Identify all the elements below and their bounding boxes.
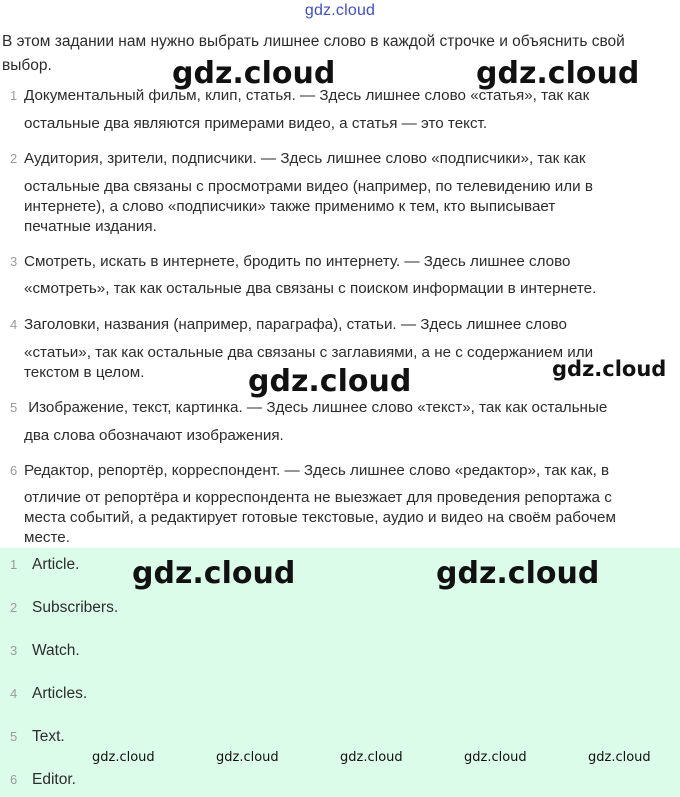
item-line: интернете), а слово «подписчики» также применимо к тем, кто выписывает [24, 198, 556, 215]
intro-text: В этом задании нам нужно выбрать лишнее слово в каждой строчке и объяснить свой выбор. [2, 33, 625, 74]
answer-text: Article. [32, 556, 80, 573]
item-number: 1 [10, 88, 18, 103]
answer-text: Editor. [32, 771, 76, 788]
watermark: gdz.cloud [552, 357, 667, 381]
answer-number: 2 [10, 600, 18, 615]
answer-number: 4 [10, 686, 18, 701]
item-number: 6 [10, 463, 18, 478]
item-line: места событий, а редактирует готовые текстовые, аудио и видео на своём рабочем [24, 509, 616, 526]
answer-item [0, 682, 680, 706]
answer-number: 6 [10, 772, 18, 787]
answer-text: Text. [32, 728, 65, 745]
item-line: печатные издания. [24, 218, 157, 235]
watermark: gdz.cloud [172, 56, 336, 91]
watermark: gdz.cloud [92, 750, 155, 765]
answer-text: Articles. [32, 685, 88, 702]
item-line: остальные два связаны с просмотрами видео (например, по телевидению или в [24, 178, 593, 195]
watermark: gdz.cloud [340, 750, 403, 765]
item-line: «смотреть», так как остальные два связаны с поиском информации в интернете. [24, 280, 597, 297]
watermark: gdz.cloud [216, 750, 279, 765]
item-number: 4 [10, 317, 18, 332]
watermark: gdz.cloud [588, 750, 651, 765]
item-line: Изображение, текст, картинка. — Здесь лишнее слово «текст», так как остальные [24, 399, 608, 416]
item-line: Аудитория, зрители, подписчики. — Здесь лишнее слово «подписчики», так как [24, 150, 586, 167]
top-watermark: gdz.cloud [304, 2, 376, 19]
item-line: «статьи», так как остальные два связаны с заглавиями, а не с содержанием или [24, 344, 594, 361]
item-line: остальные два являются примерами видео, а статья — это текст. [24, 115, 488, 132]
answer-text: Watch. [32, 642, 80, 659]
item-number: 2 [10, 151, 18, 166]
item-line: Редактор, репортёр, корреспондент. — Здесь лишнее слово «редактор», так как, в [24, 462, 610, 479]
watermark: gdz.cloud [476, 56, 640, 91]
item-line: Документальный фильм, клип, статья. — Здесь лишнее слово «статья», так как [24, 87, 590, 104]
answer-text: Subscribers. [32, 599, 119, 616]
answer-number: 3 [10, 643, 18, 658]
answer-item [0, 596, 680, 620]
answer-item [0, 768, 680, 792]
item-line: отличие от репортёра и корреспондента не выезжает для проведения репортажа с [24, 489, 612, 506]
answer-item [0, 725, 680, 749]
answer-number: 1 [10, 557, 18, 572]
item-line: месте. [24, 529, 70, 546]
item-number: 5 [10, 400, 18, 415]
item-line: Смотреть, искать в интернете, бродить по интернету. — Здесь лишнее слово [24, 253, 571, 270]
item-line: Заголовки, названия (например, параграфа), статьи. — Здесь лишнее слово [24, 316, 567, 333]
item-line: текстом в целом. [24, 364, 145, 381]
watermark: gdz.cloud [248, 364, 412, 399]
answer-number: 5 [10, 729, 18, 744]
answer-item [0, 639, 680, 663]
item-line: два слова обозначают изображения. [24, 427, 284, 444]
watermark: gdz.cloud [436, 556, 600, 591]
watermark: gdz.cloud [464, 750, 527, 765]
item-number: 3 [10, 254, 18, 269]
watermark: gdz.cloud [132, 556, 296, 591]
